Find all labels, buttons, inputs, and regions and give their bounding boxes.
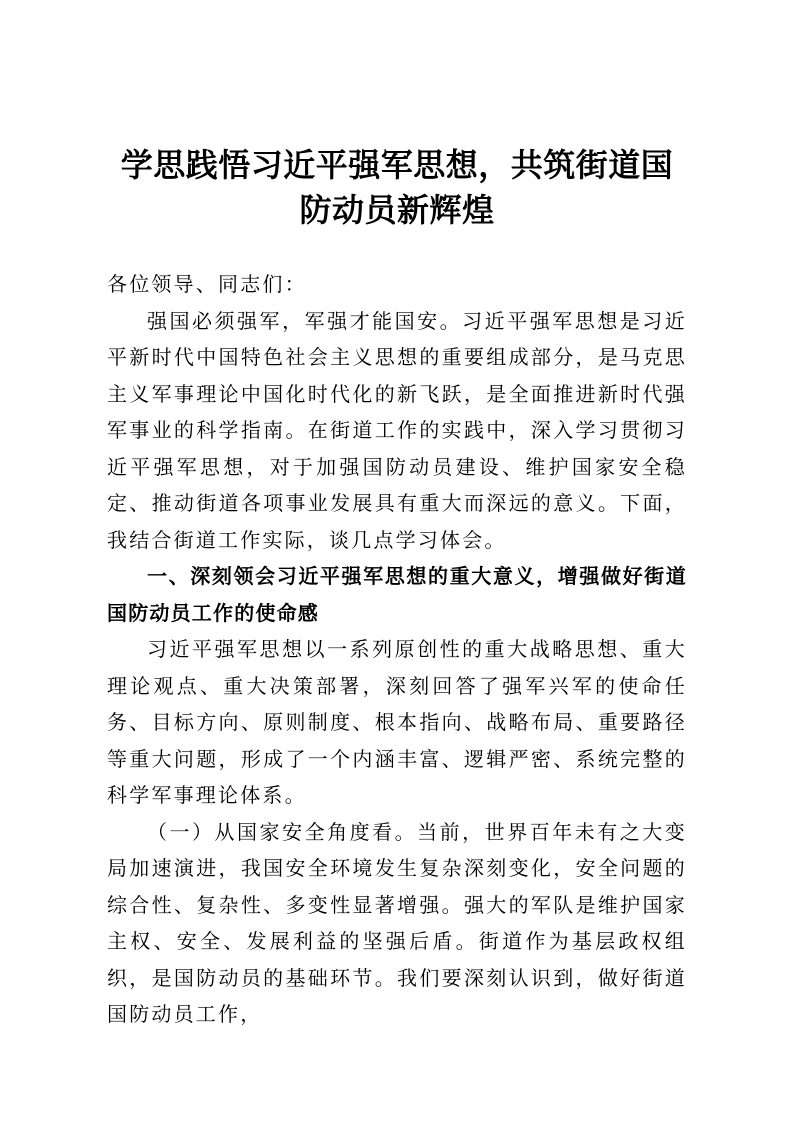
subsection-1-paragraph: （一）从国家安全角度看。当前，世界百年未有之大变局加速演进，我国安全环境发生复杂深刻变化，安全问题的综合性、复杂性、多变性显著增强。强大的军队是维护国家主权、安全、发展利益的坚强后盾。街道作为基层政权组织，是国防动员的基础环节。我们要深刻认识到，做好街道国防动员工作， — [107, 819, 687, 1026]
salutation: 各位领导、同志们： — [107, 272, 307, 296]
title-line-2: 防动员新辉煌 — [299, 191, 495, 229]
section-heading-1: 一、深刻领会习近平强军思想的重大意义，增强做好街道国防动员工作的使命感 — [107, 564, 687, 625]
intro-paragraph: 强国必须强军，军强才能国安。习近平强军思想是习近平新时代中国特色社会主义思想的重要组成部分，是马克思主义军事理论中国化时代化的新飞跃，是全面推进新时代强军事业的科学指南。在街道工作的实践中，深入学习贯彻习近平强军思想，对于加强国防动员建设、维护国家安全稳定、推动街道各项事业发展具有重大而深远的意义。下面，我结合街道工作实际，谈几点学习体会。 — [107, 308, 687, 552]
title-line-1: 学思践悟习近平强军思想，共筑街道国 — [120, 146, 674, 184]
section-1-paragraph: 习近平强军思想以一系列原创性的重大战略思想、重大理论观点、重大决策部署，深刻回答了强军兴军的使命任务、目标方向、原则制度、根本指向、战略布局、重要路径等重大问题，形成了一个内涵丰富、逻辑严密、系统完整的科学军事理论体系。 — [107, 637, 687, 807]
document-title — [107, 143, 687, 233]
document-body — [107, 266, 687, 1033]
